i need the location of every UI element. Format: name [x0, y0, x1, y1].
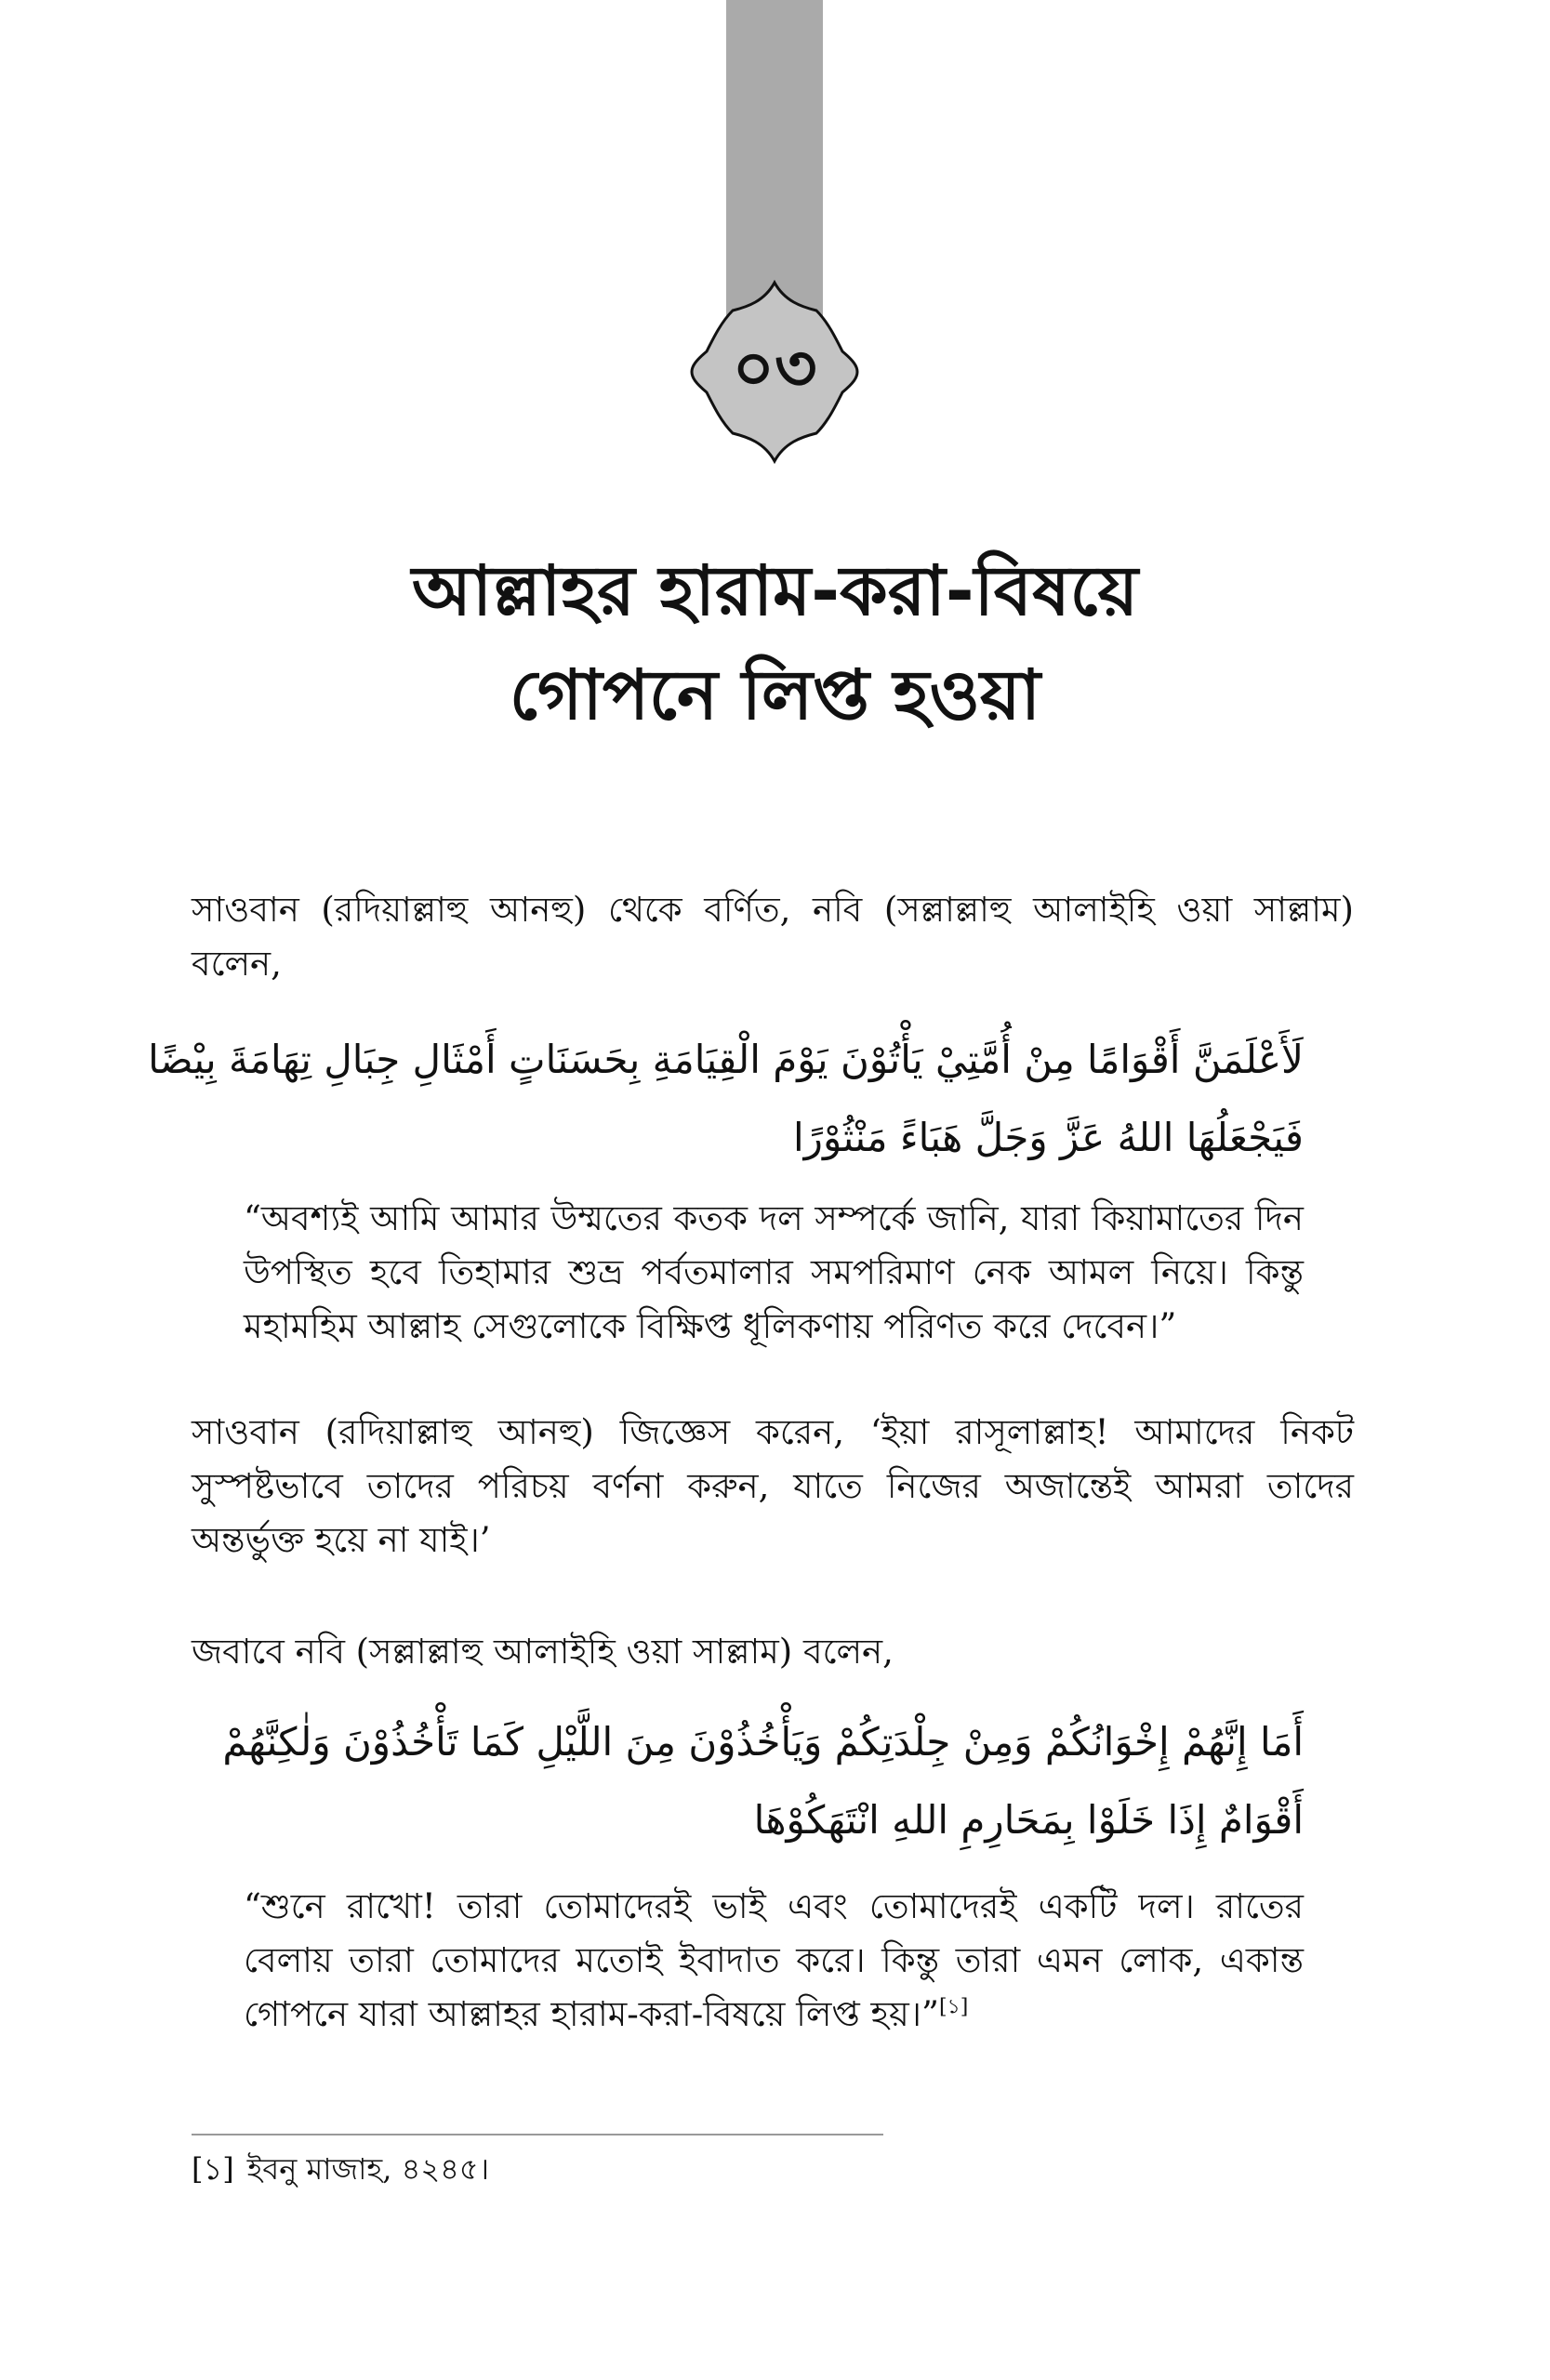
question-paragraph: সাওবান (রদিয়াল্লাহু আনহু) জিজ্ঞেস করেন, ‘ইয়া রাসূলাল্লাহ! আমাদের নিকট সুস্পষ্টভাবে তাদের পরিচয় বর্ণনা করুন, যাতে নিজের অজান্তেই আমরা তাদের অন্তর্ভুক্ত হয়ে না যাই।’ — [192, 1412, 1354, 1560]
chapter-badge — [688, 279, 861, 465]
translation-quote-2 — [244, 1880, 1304, 2042]
arabic-hadith-2-line-2: أَقْوَامٌ إِذَا خَلَوْا بِمَحَارِمِ اللهِ انْتَهَكُوْهَا — [753, 1797, 1304, 1843]
footnote-reference[interactable]: [১] — [938, 1995, 969, 2019]
arabic-hadith-1-line-1: لَأَعْلَمَنَّ أَقْوَامًا مِنْ أُمَّتِيْ يَأْتُوْنَ يَوْمَ الْقِيَامَةِ بِحَسَنَاتٍ أَمْثَالِ جِبَالِ تِهَامَةَ بِيْضًا — [148, 1037, 1304, 1082]
arabic-hadith-2-line-1: أَمَا إِنَّهُمْ إِخْوَانُكُمْ وَمِنْ جِلْدَتِكُمْ وَيَأْخُذُوْنَ مِنَ اللَّيْلِ كَمَا تَأْخُذُوْنَ وَلٰكِنَّهُمْ — [222, 1719, 1304, 1765]
footnote — [192, 2146, 1121, 2192]
footnote-divider — [192, 2134, 883, 2135]
chapter-title-line-2: গোপনে লিপ্ত হওয়া — [509, 655, 1041, 735]
translation-quote-1: “অবশ্যই আমি আমার উম্মতের কতক দল সম্পর্কে জানি, যারা কিয়ামাতের দিন উপস্থিত হবে তিহামার শুভ্র পর্বতমালার সমপরিমাণ নেক আমল নিয়ে। কিন্তু মহামহিম আল্লাহ সেগুলোকে বিক্ষিপ্ত ধূলিকণায় পরিণত করে দেবেন।” — [244, 1198, 1304, 1346]
answer-intro-paragraph: জবাবে নবি (সল্লাল্লাহু আলাইহি ওয়া সাল্লাম) বলেন, — [192, 1632, 894, 1672]
chapter-number: ০৩ — [732, 328, 817, 406]
chapter-ribbon — [726, 0, 823, 325]
translation-quote-2-text: “শুনে রাখো! তারা তোমাদেরই ভাই এবং তোমাদেরই একটি দল। রাতের বেলায় তারা তোমাদের মতোই ইবাদাত করে। কিন্তু তারা এমন লোক, একান্ত গোপনে যারা আল্লাহর হারাম-করা-বিষয়ে লিপ্ত হয়।” — [244, 1886, 1304, 2034]
chapter-title-line-1: আল্লাহর হারাম-করা-বিষয়ে — [411, 551, 1139, 631]
footnote-marker: [১] — [192, 2151, 234, 2187]
arabic-hadith-2 — [222, 1703, 1304, 1859]
intro-paragraph: সাওবান (রদিয়াল্লাহু আনহু) থেকে বর্ণিত, নবি (সল্লাল্লাহু আলাইহি ওয়া সাল্লাম) বলেন, — [192, 890, 1354, 984]
footnote-text: ইবনু মাজাহ, ৪২৪৫। — [246, 2151, 490, 2187]
chapter-title — [158, 539, 1392, 747]
arabic-hadith-1-line-2: فَيَجْعَلُهَا اللهُ عَزَّ وَجَلَّ هَبَاءً مَنْثُوْرًا — [793, 1115, 1304, 1160]
arabic-hadith-1 — [148, 1021, 1304, 1177]
